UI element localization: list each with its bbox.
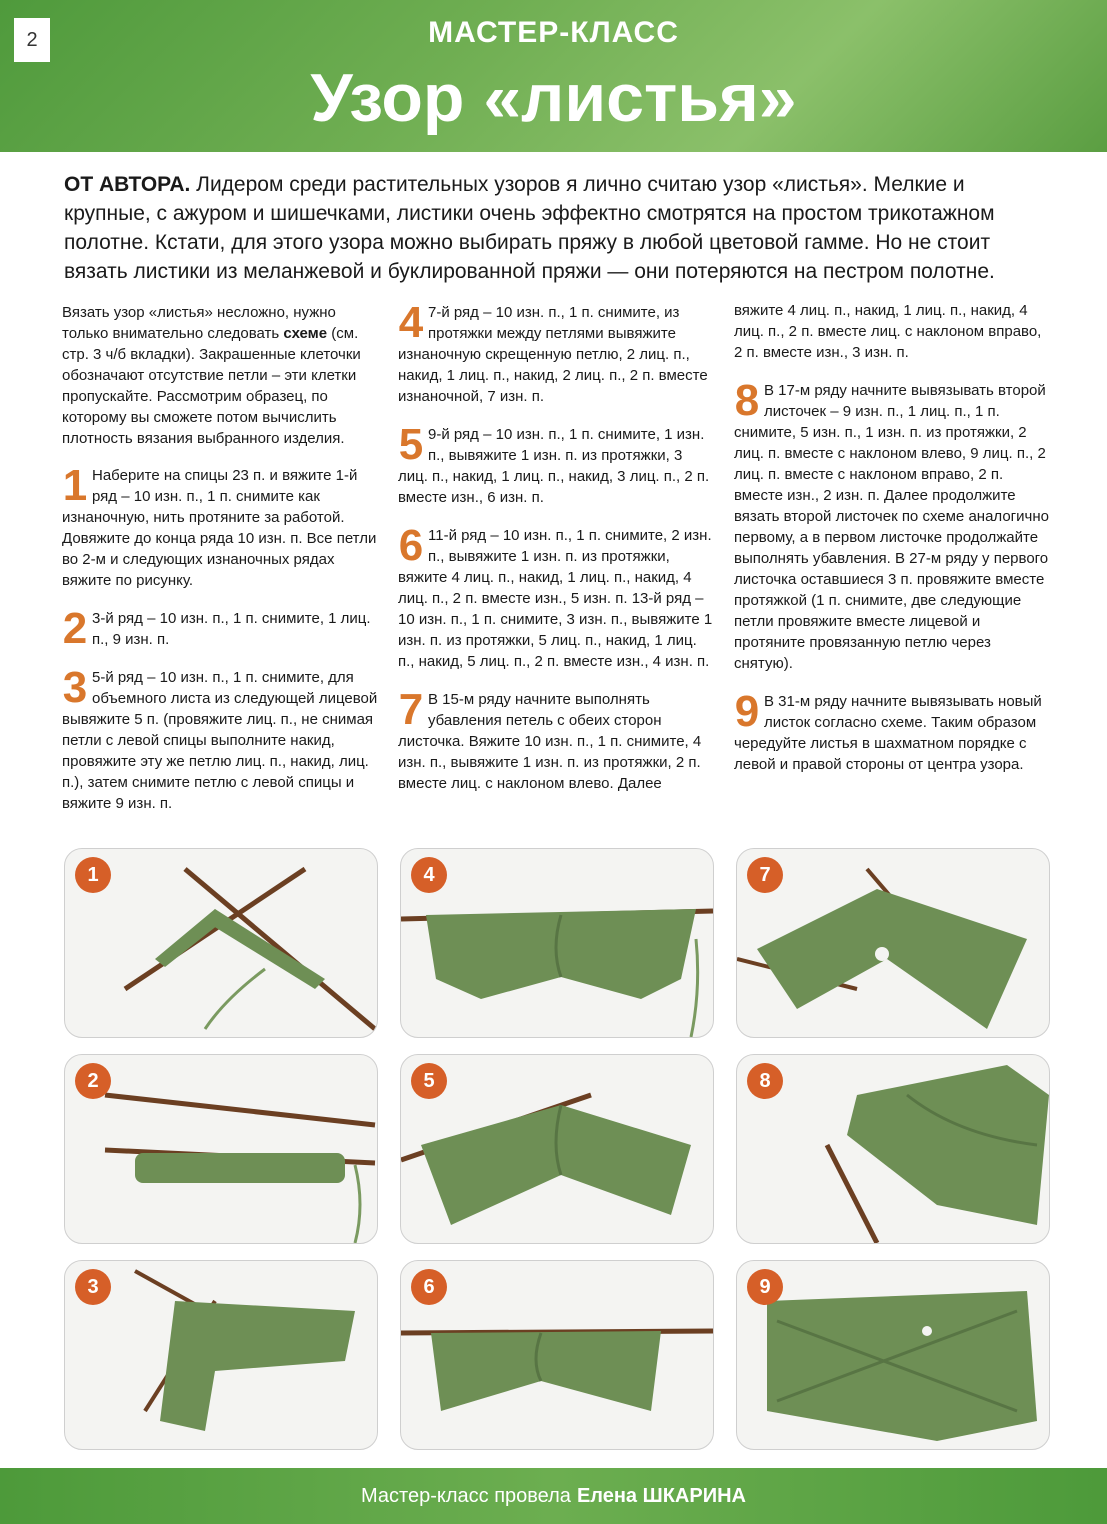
step-number: 5 [398,424,424,469]
text-column-1 [62,302,378,831]
column-intro-bold: схеме [283,325,328,342]
step-number: 2 [62,608,88,650]
step-number: 7 [398,689,424,734]
knitting-photo-icon [737,849,1049,1037]
step-7-continued [734,300,1050,363]
photo-step-8 [736,1054,1050,1244]
step-4 [398,302,714,407]
knitting-photo-icon [401,1055,713,1243]
intro-text: Лидером среди растительных узоров я лично считаю узор «листья». Мелкие и крупные, с ажуром и шишечками, листики очень эффектно смотрятся на простом трикотажном полотне. Кстати, для этого узора можно выбирать пряжу в любой цветовой гамме. Но не стоит вязать листики из меланжевой и буклированной пряжи — они потеряются на пестром полотне. [64,173,995,283]
knitting-photo-icon [65,1261,377,1449]
step-6 [398,525,714,672]
photo-badge: 4 [411,857,447,893]
photo-badge: 1 [75,857,111,893]
photo-badge: 6 [411,1269,447,1305]
photo-step-2 [64,1054,378,1244]
step-text: Наберите на спицы 23 п. и вяжите 1-й ряд – 10 изн. п., 1 п. снимите как изнаночную, нить протяните за работой. Довяжите до конца ряда 10 изн. п. Все петли во 2-м и следующих изнаночных рядах вяжите по рисунку. [62,467,377,589]
step-text: 5-й ряд – 10 изн. п., 1 п. снимите, для объемного листа из следующей лицевой вывяжите 5 п. (провяжите лиц. п., не снимая петли с левой спицы выполните накид, провяжите эту же петлю лиц. п., накид, лиц. п.), затем снимите петлю с левой спицы и вяжите 9 изн. п. [62,669,378,812]
step-text: В 17-м ряду начните вывязывать второй листочек – 9 изн. п., 1 лиц. п., 1 п. снимите, 5 изн. п., 1 изн. п. из протяжки, 2 лиц. п. вместе с наклоном влево, 9 лиц. п., 2 лиц. п. вместе с наклоном вправо, 2 п. вместе изн., 2 изн. п. Далее продолжите вязать второй листочек по схеме аналогично первому, а в первом листочке продолжайте выполнять убавления. В 27-м ряду у первого листочка оставшиеся 3 п. провяжите вместе протяжкой (1 п. снимите, две следующие петли провяжите вместе лицевой и протяните провязанную петлю через снятую). [734,382,1049,672]
knitting-photo-icon [401,1261,713,1449]
text-column-3 [734,300,1050,792]
section-kicker: МАСТЕР-КЛАСС [428,16,679,49]
step-7 [398,689,714,794]
step-5 [398,424,714,508]
knitting-photo-icon [65,849,377,1037]
page-number: 2 [14,18,50,62]
intro-lead: ОТ АВТОРА. [64,173,191,196]
step-number: 3 [62,667,88,712]
step-number: 1 [62,465,88,510]
column-intro-text-2: (см. стр. 3 ч/б вкладки). Закрашенные клеточки обозначают отсутствие петли – эти клетки пропускайте. Рассмотрим образец, по которому вы сможете потом вычислить плотность вязания выбранного изделия. [62,325,361,447]
header-banner [0,0,1107,152]
column-intro [62,302,378,449]
step-9 [734,691,1050,775]
step-3 [62,667,378,814]
photo-step-7 [736,848,1050,1038]
step-number: 9 [734,691,760,736]
footer-author: Елена ШКАРИНА [576,1484,746,1507]
page-title: Узор «листья» [310,60,797,136]
photo-step-5 [400,1054,714,1244]
photo-step-6 [400,1260,714,1450]
photo-step-4 [400,848,714,1038]
photo-badge: 2 [75,1063,111,1099]
photo-badge: 3 [75,1269,111,1305]
step-number: 4 [398,302,424,347]
photo-step-3 [64,1260,378,1450]
step-2 [62,608,378,650]
photo-badge: 5 [411,1063,447,1099]
step-number: 6 [398,525,424,570]
step-text: 9-й ряд – 10 изн. п., 1 п. снимите, 1 изн. п., вывяжите 1 изн. п. из протяжки, 3 лиц. п., накид, 1 лиц. п., накид, 3 лиц. п., 2 п. вместе изн., 6 изн. п. [398,426,710,506]
step-1 [62,465,378,591]
footer-prefix: Мастер-класс провела [361,1484,571,1507]
text-column-2 [398,302,714,811]
column-intro-text: Вязать узор «листья» несложно, нужно только внимательно следовать [62,304,336,342]
knitting-photo-icon [737,1055,1049,1243]
step-text: 7-й ряд – 10 изн. п., 1 п. снимите, из протяжки между петлями вывяжите изнаночную скрещенную петлю, 2 лиц. п., накид, 1 лиц. п., накид, 2 лиц. п., 2 п. вместе изнаночной, 7 изн. п. [398,304,708,405]
photo-badge: 8 [747,1063,783,1099]
step-text: В 31-м ряду начните вывязывать новый листок согласно схеме. Таким образом чередуйте листья в шахматном порядке с левой и правой стороны от центра узора. [734,693,1042,773]
knitting-photo-icon [401,849,713,1037]
photo-step-1 [64,848,378,1038]
photo-badge: 9 [747,1269,783,1305]
knitting-photo-icon [737,1261,1049,1449]
step-8 [734,380,1050,674]
step-text: вяжите 4 лиц. п., накид, 1 лиц. п., накид, 4 лиц. п., 2 п. вместе лиц. с наклоном вправо, 2 п. вместе изн., 3 изн. п. [734,302,1042,361]
step-number: 8 [734,380,760,425]
photo-step-9 [736,1260,1050,1450]
footer-credit [0,1468,1107,1524]
step-text: 11-й ряд – 10 изн. п., 1 п. снимите, 2 изн. п., вывяжите 1 изн. п. из протяжки, вяжите 4 лиц. п., накид, 1 лиц. п., накид, 4 лиц. п., 2 п. вместе изн., 5 изн. п. 13-й ряд – 10 изн. п., 1 п. снимите, 3 изн. п., вывяжите 1 изн. п. из протяжки, 5 лиц. п., накид, 1 лиц. п., накид, 5 лиц. п., 2 п. вместе изн., 4 изн. п. [398,527,713,670]
knitting-photo-icon [65,1055,377,1243]
author-intro [64,170,1054,286]
step-text: В 15-м ряду начните выполнять убавления петель с обеих сторон листочка. Вяжите 10 изн. п., 1 п. снимите, 4 изн. п., вывяжите 1 изн. п. из протяжки, 2 п. вместе лиц. с наклоном влево. Далее [398,691,702,792]
photo-badge: 7 [747,857,783,893]
step-text: 3-й ряд – 10 изн. п., 1 п. снимите, 1 лиц. п., 9 изн. п. [92,610,371,648]
